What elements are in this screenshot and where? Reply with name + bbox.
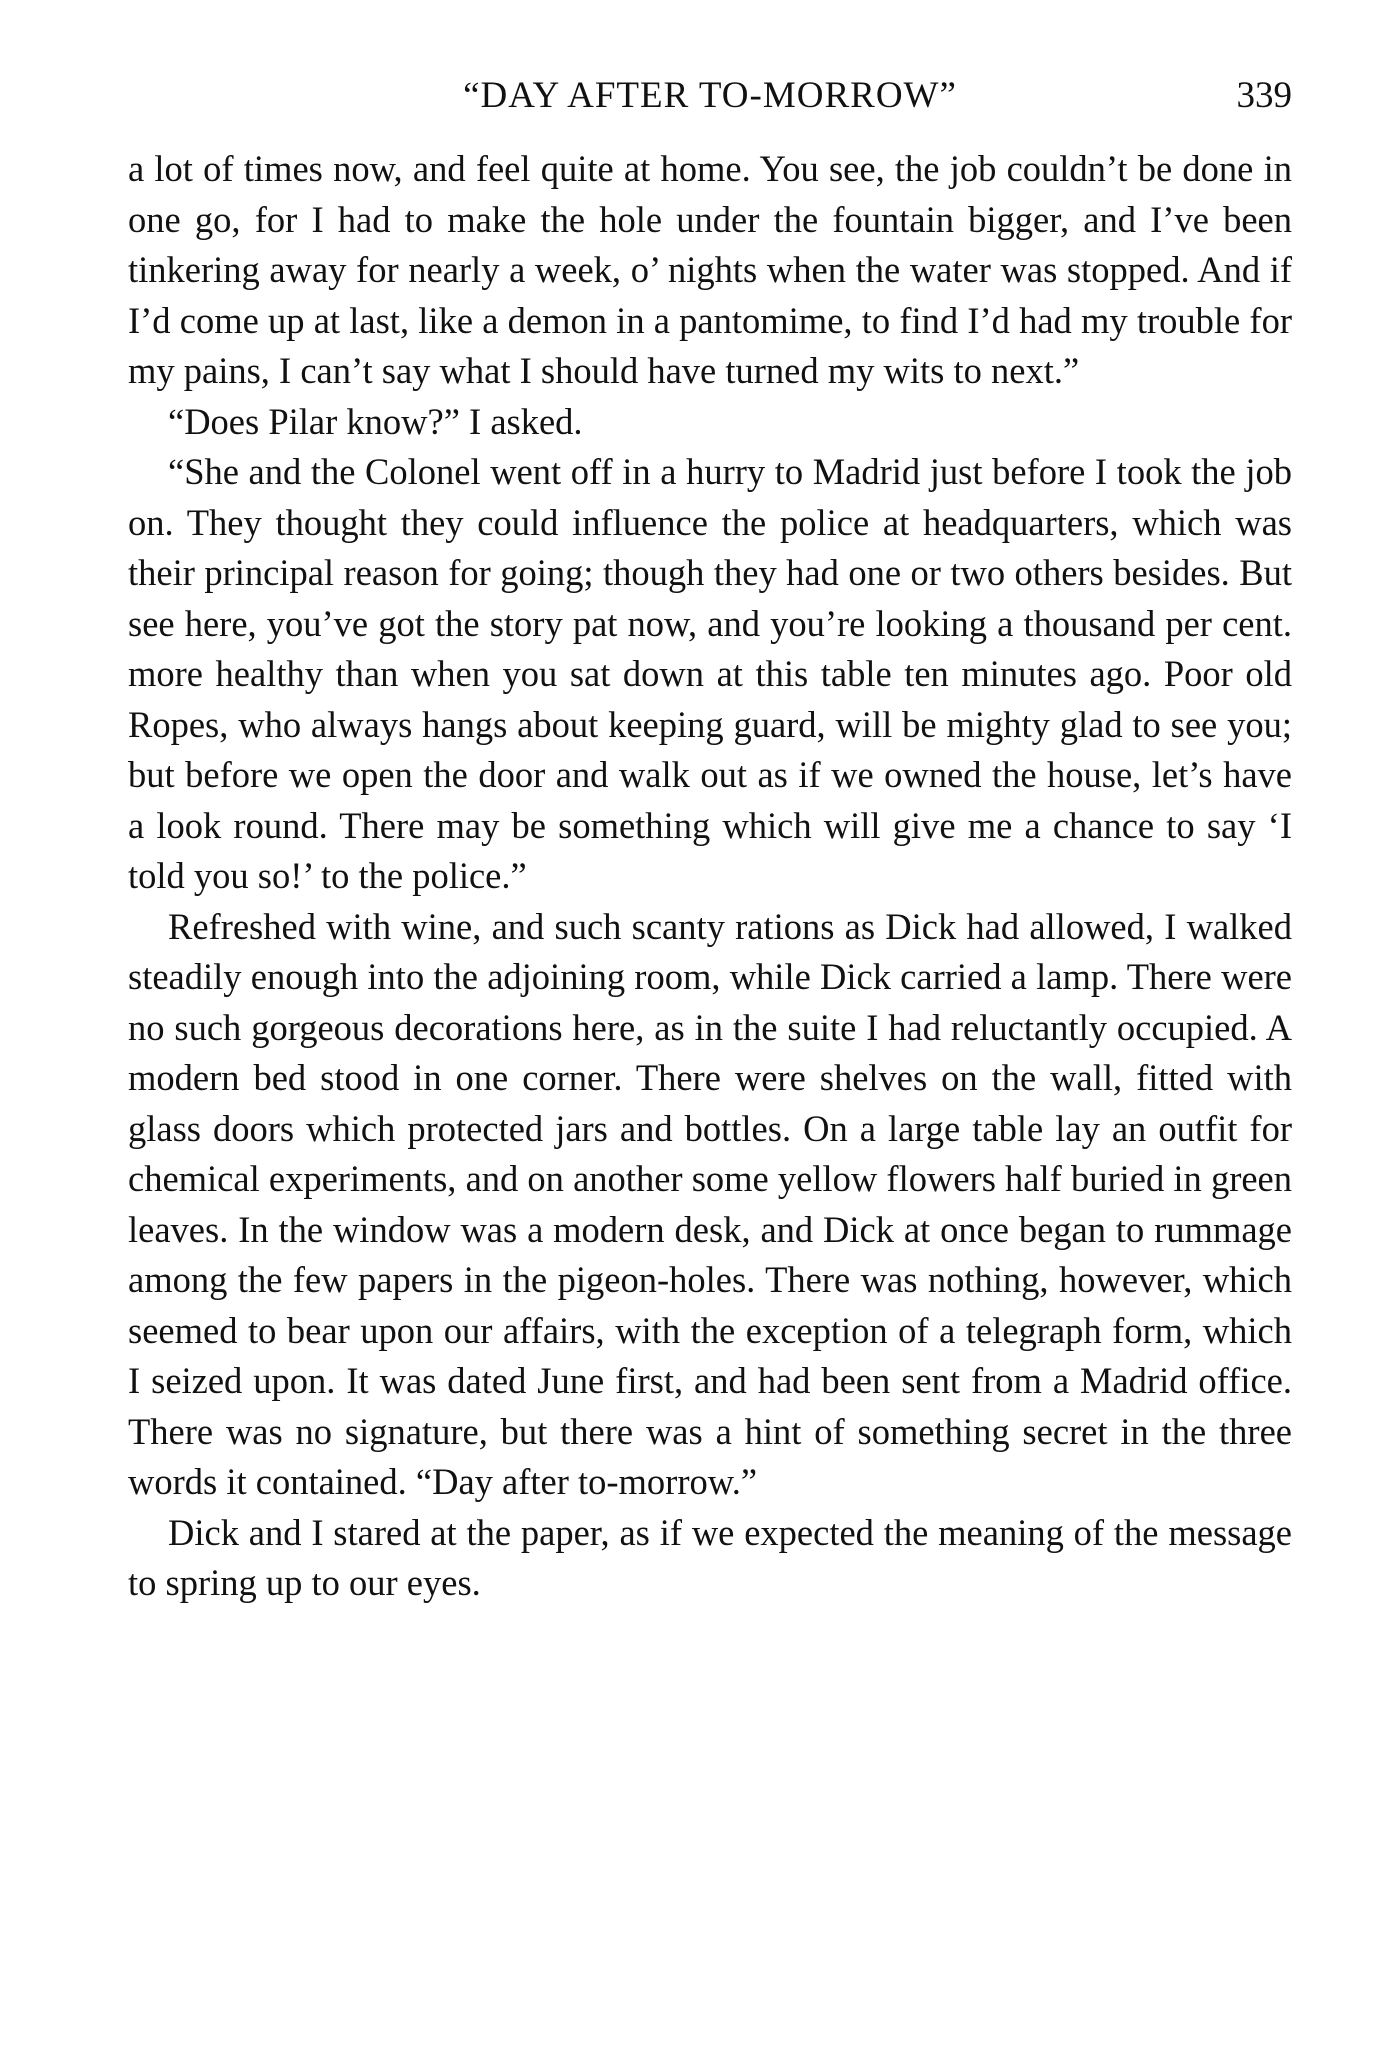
paragraph: “She and the Colonel went off in a hurry to Madrid just before I took the job on. They thought they could influence the police at headquarters, which was their principal reason for going; though they had one or two others besides. But see here, you’ve got the story pat now, and you’re looking a thousand per cent. more healthy than when you sat down at this table ten minutes ago. Poor old Ropes, who always hangs about keeping guard, will be mighty glad to see you; but before we open the door and walk out as if we owned the house, let’s have a look round. There may be something which will give me a chance to say ‘I told you so!’ to the police.”	[128, 451, 1292, 896]
running-title: “DAY AFTER TO-MORROW”	[463, 75, 957, 116]
running-head	[128, 66, 1292, 126]
page-number: 339	[1236, 75, 1292, 116]
paragraph-continued: a lot of times now, and feel quite at home. You see, the job couldn’t be done in one go, for I had to make the hole under the fountain bigger, and I’ve been tinkering away for nearly a week, o’ nights when the water was stopped. And if I’d come up at last, like a demon in a pantomime, to find I’d had my trouble for my pains, I can’t say what I should have turned my wits to next.”	[128, 148, 1292, 391]
paragraph: Dick and I stared at the paper, as if we expected the meaning of the message to spring up to our eyes.	[128, 1511, 1292, 1603]
paragraph: Refreshed with wine, and such scanty rations as Dick had allowed, I walked steadily enough into the adjoining room, while Dick carried a lamp. There were no such gorgeous decorations here, as in the suite I had reluctantly occupied. A modern bed stood in one corner. There were shelves on the wall, fitted with glass doors which protected jars and bottles. On a large table lay an outfit for chemical experiments, and on another some yellow flowers half buried in green leaves. In the window was a modern desk, and Dick at once began to rummage among the few papers in the pigeon-holes. There was nothing, however, which seemed to bear upon our affairs, with the exception of a telegraph form, which I seized upon. It was dated June first, and had been sent from a Madrid office. There was no signature, but there was a hint of something secret in the three words it contained. “Day after to-morrow.”	[128, 905, 1292, 1502]
paragraph: “Does Pilar know?” I asked.	[168, 400, 583, 442]
body-text	[128, 144, 1292, 1609]
